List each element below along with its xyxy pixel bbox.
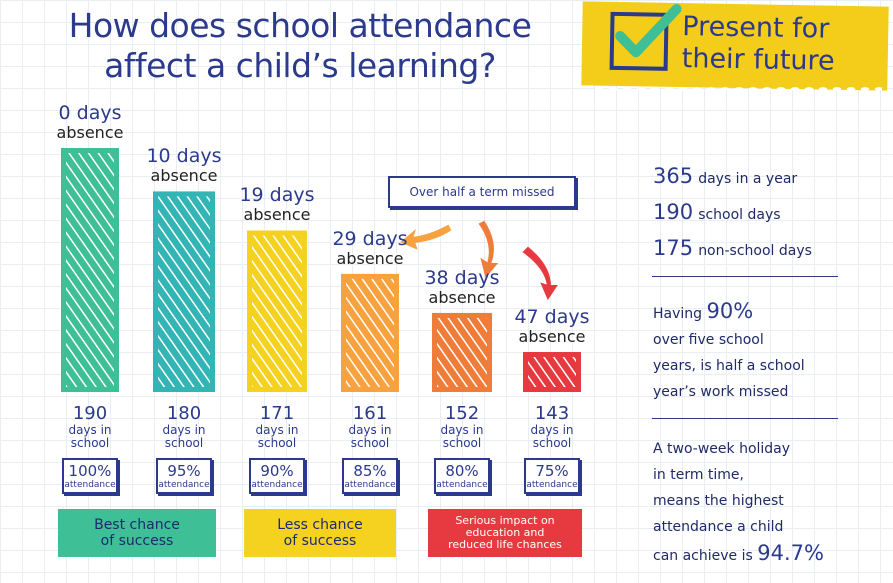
- days-in-school-label-4-1: school: [442, 436, 482, 450]
- attendance-pct-1: 95%: [167, 462, 201, 480]
- absence-label-1: [139, 145, 229, 185]
- attendance-box-2: [249, 458, 305, 494]
- stat-nonschool: [653, 236, 812, 260]
- absence-label-4: [417, 267, 507, 307]
- outcome-serious: [428, 509, 582, 557]
- outcome-serious-line-3: reduced life chances: [448, 538, 562, 551]
- title-line-1: How does school attendance: [68, 6, 532, 45]
- absence-days-2: 19 days: [239, 184, 315, 207]
- bar-hatch-4: [437, 318, 487, 387]
- stat-nonschool-num: 175: [653, 236, 694, 260]
- attendance-pct-3: 85%: [353, 462, 387, 480]
- outcome-best-line-2: of success: [100, 533, 174, 549]
- para-holiday: [653, 436, 853, 569]
- bar-hatch-3: [346, 279, 394, 387]
- days-in-school-label-3-1: school: [350, 436, 390, 450]
- outcome-best: [58, 509, 216, 557]
- stat-year-num: 365: [653, 164, 694, 188]
- absence-days-0: 0 days: [58, 102, 122, 124]
- attendance-box-3: [342, 458, 398, 494]
- banner-line-1: Present for: [682, 11, 830, 45]
- divider: [652, 418, 838, 419]
- outcome-less: [244, 509, 396, 557]
- absence-label-2: [232, 184, 322, 224]
- para-holiday-l5a: can achieve is: [653, 548, 753, 564]
- stat-year-text: days in a year: [698, 171, 798, 187]
- days-in-school-4: 152: [444, 403, 480, 424]
- absence-word-0: absence: [56, 123, 124, 142]
- para-holiday-l4: attendance a child: [653, 519, 784, 535]
- attendance-word-0: attendance: [64, 480, 116, 490]
- bar-hatch-2: [252, 235, 302, 387]
- days-in-school-caption-4: [427, 424, 497, 450]
- absence-word-2: absence: [243, 205, 311, 225]
- attendance-word-1: attendance: [158, 480, 210, 490]
- para-ninety-pct: 90%: [706, 299, 754, 323]
- para-ninety-l3: years, is half a school: [653, 358, 805, 374]
- days-in-school-label-5-1: school: [532, 436, 572, 450]
- title-line-2: affect a child’s learning?: [104, 46, 496, 85]
- absence-label-3: [325, 228, 415, 268]
- attendance-word-4: attendance: [436, 480, 488, 490]
- bar-hatch-1: [158, 196, 210, 387]
- days-in-school-label-2-1: school: [257, 436, 297, 450]
- absence-label-5: [507, 306, 597, 346]
- absence-label-0: [45, 102, 135, 142]
- days-in-school-caption-5: [517, 424, 587, 450]
- para-ninety-l2: over five school: [653, 332, 764, 348]
- divider: [652, 276, 838, 277]
- banner-line-2: their future: [681, 43, 835, 77]
- absence-word-1: absence: [150, 166, 218, 186]
- absence-word-4: absence: [428, 287, 496, 307]
- bar-hatch-0: [66, 153, 114, 387]
- days-in-school-caption-3: [335, 424, 405, 450]
- days-in-school-label-1-0: days in: [162, 423, 206, 437]
- para-holiday-l1: A two-week holiday: [653, 441, 791, 457]
- outcome-serious-line-2: education and: [465, 526, 545, 539]
- stat-school-text: school days: [698, 207, 781, 223]
- days-in-school-label-1-1: school: [164, 436, 204, 450]
- days-in-school-5: 143: [534, 403, 570, 424]
- absence-days-5: 47 days: [514, 306, 590, 328]
- outcome-best-line-1: Best chance: [94, 517, 180, 533]
- absence-days-1: 10 days: [146, 145, 222, 168]
- attendance-box-1: [156, 458, 212, 494]
- attendance-pct-5: 75%: [535, 462, 569, 480]
- days-in-school-caption-2: [242, 424, 312, 450]
- para-holiday-pct: 94.7%: [757, 541, 824, 565]
- days-in-school-caption-1: [149, 424, 219, 450]
- outcome-less-line-1: Less chance: [277, 517, 363, 533]
- attendance-pct-0: 100%: [68, 462, 112, 480]
- para-ninety-l4: year’s work missed: [653, 384, 789, 400]
- attendance-box-4: [434, 458, 490, 494]
- days-in-school-label-0-1: school: [70, 436, 110, 450]
- attendance-word-2: attendance: [251, 480, 303, 490]
- stat-school: [653, 200, 781, 224]
- days-in-school-caption-0: [55, 424, 125, 450]
- outcome-serious-line-1: Serious impact on: [455, 514, 555, 527]
- days-in-school-label-5-0: days in: [530, 423, 574, 437]
- note-box: Over half a term missed: [388, 176, 576, 208]
- stat-school-num: 190: [653, 200, 694, 224]
- days-in-school-label-0-0: days in: [68, 423, 112, 437]
- absence-word-3: absence: [336, 248, 404, 268]
- outcome-less-line-2: of success: [283, 533, 357, 549]
- attendance-box-0: [62, 458, 118, 494]
- days-in-school-label-4-0: days in: [440, 423, 484, 437]
- attendance-pct-4: 80%: [445, 462, 479, 480]
- days-in-school-label-3-0: days in: [348, 423, 392, 437]
- days-in-school-0: 190: [72, 403, 108, 424]
- banner-text: [681, 11, 835, 78]
- absence-days-4: 38 days: [424, 266, 500, 289]
- absence-word-5: absence: [518, 327, 586, 346]
- days-in-school-label-2-0: days in: [255, 423, 299, 437]
- days-in-school-3: 161: [352, 403, 388, 424]
- attendance-box-5: [524, 458, 580, 494]
- bar-hatch-5: [528, 357, 576, 387]
- absence-days-3: 29 days: [332, 227, 408, 250]
- banner-dots: [592, 86, 882, 92]
- attendance-pct-2: 90%: [260, 462, 294, 480]
- arrow-icon: [524, 248, 556, 298]
- banner: [581, 1, 888, 90]
- attendance-word-3: attendance: [344, 480, 396, 490]
- stat-nonschool-text: non-school days: [698, 243, 812, 259]
- para-ninety-l1a: Having: [653, 306, 703, 322]
- days-in-school-1: 180: [166, 403, 202, 424]
- para-ninety: [653, 298, 853, 405]
- attendance-word-5: attendance: [526, 480, 578, 490]
- days-in-school-2: 171: [259, 403, 295, 424]
- para-holiday-l3: means the highest: [653, 493, 784, 509]
- para-holiday-l2: in term time,: [653, 467, 744, 483]
- stat-year: [653, 164, 797, 188]
